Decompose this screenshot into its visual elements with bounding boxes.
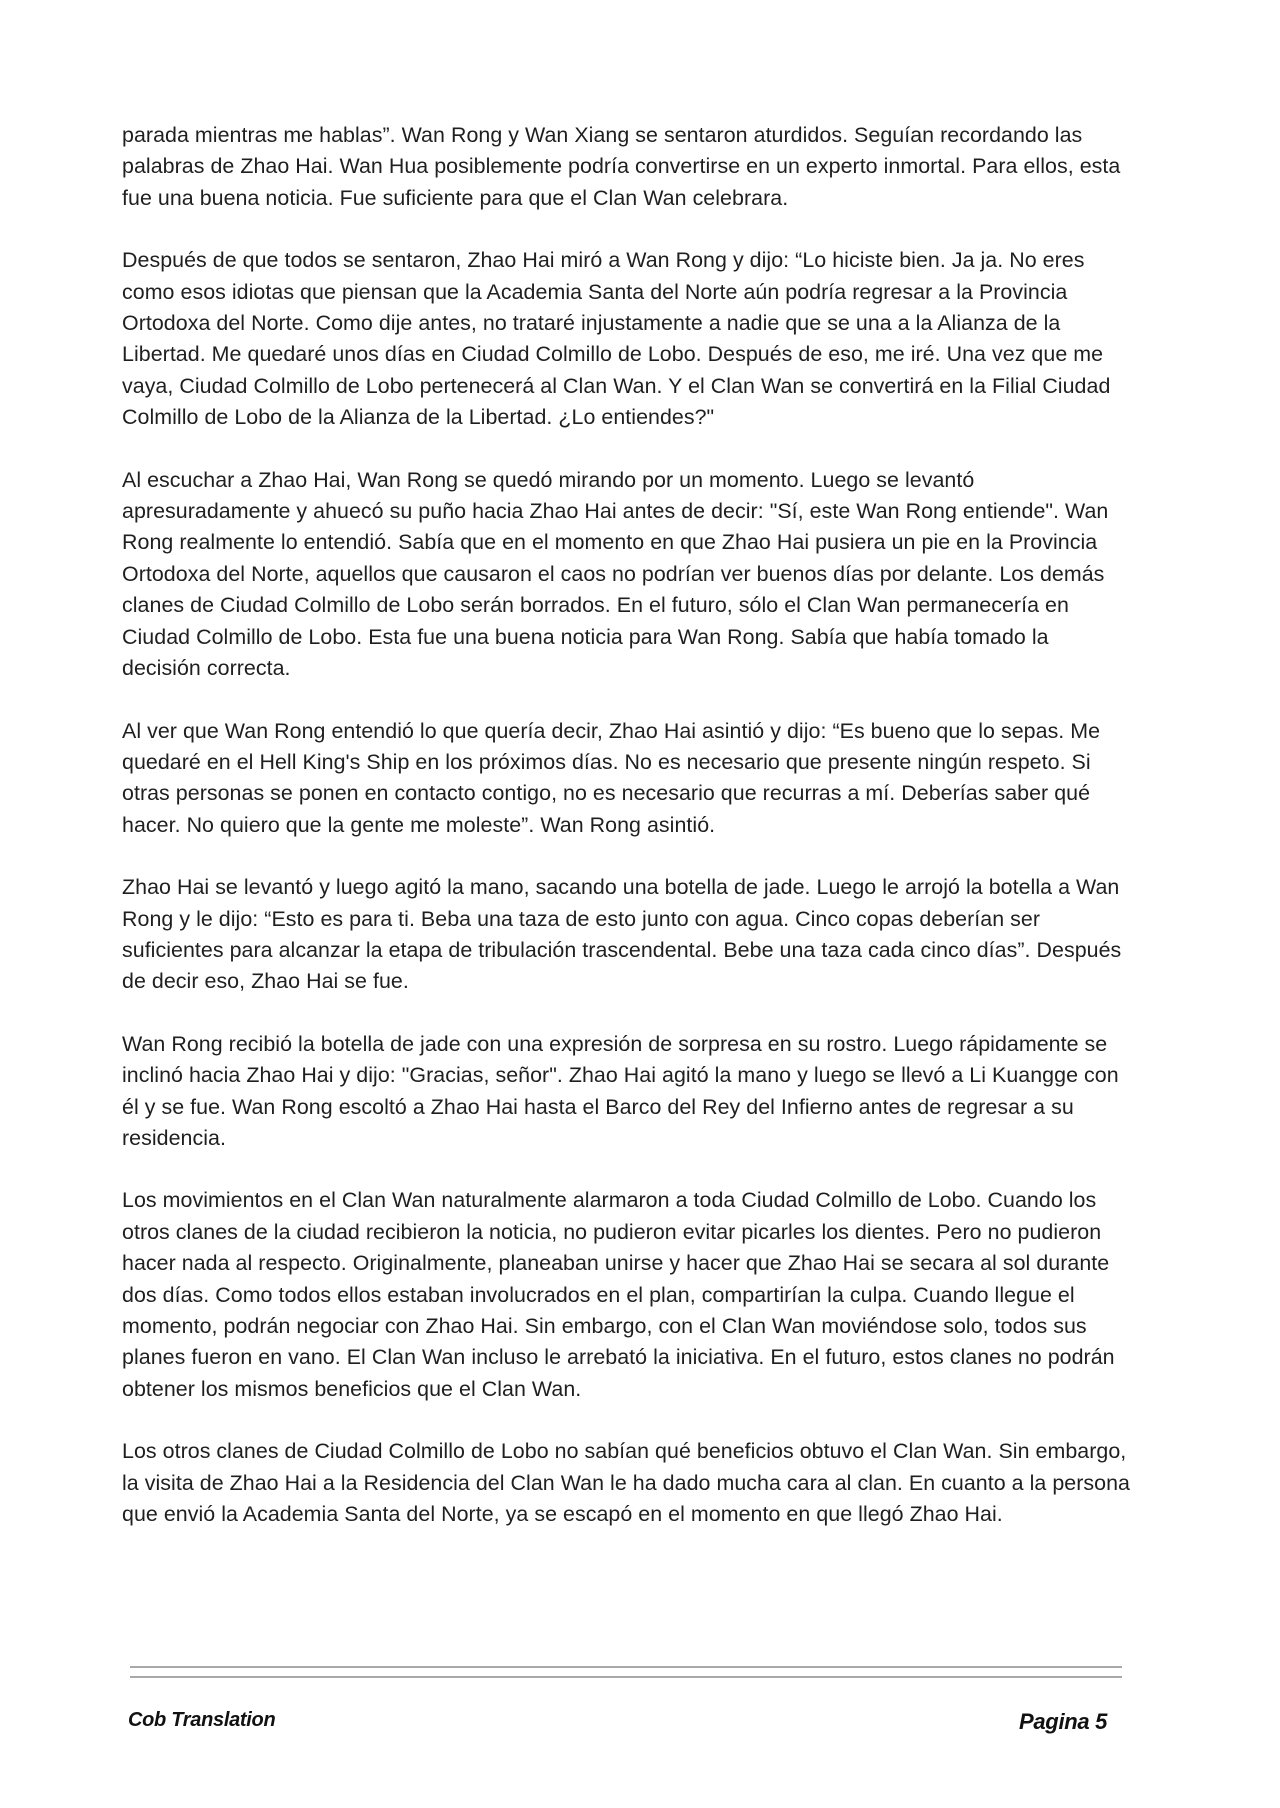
paragraph: Los otros clanes de Ciudad Colmillo de Lobo no sabían qué beneficios obtuvo el Clan Wan. Sin embargo, la visita de Zhao Hai a la Residencia del Clan Wan le ha dado mucha cara al clan. En cuanto a la persona que envió la Academia Santa del Norte, ya se escapó en el momento en que llegó Zhao Hai. [122,1439,1130,1527]
footer-page-number: Pagina 5 [1019,1709,1108,1734]
paragraph: Después de que todos se sentaron, Zhao Hai miró a Wan Rong y dijo: “Lo hiciste bien. Ja ja. No eres como esos idiotas que piensan que la Academia Santa del Norte aún podría regresar a la Provincia Ortodoxa del Norte. Como dije antes, no trataré injustamente a nadie que se una a la Alianza de la Libertad. Me quedaré unos días en Ciudad Colmillo de Lobo. Después de eso, me iré. Una vez que me vaya, Ciudad Colmillo de Lobo pertenecerá al Clan Wan. Y el Clan Wan se convertirá en la Filial Ciudad Colmillo de Lobo de la Alianza de la Libertad. ¿Lo entiendes?" [122,248,1111,430]
paragraph: Al ver que Wan Rong entendió lo que quería decir, Zhao Hai asintió y dijo: “Es bueno que lo sepas. Me quedaré en el Hell King's Ship en los próximos días. No es necesario que presente ningún respeto. Si otras personas se ponen en contacto contigo, no es necesario que recurras a mí. Deberías saber qué hacer. No quiero que la gente me moleste”. Wan Rong asintió. [122,718,1101,837]
paragraph: parada mientras me hablas”. Wan Rong y Wan Xiang se sentaron aturdidos. Seguían recordando las palabras de Zhao Hai. Wan Hua posiblemente podría convertirse en un experto inmortal. Para ellos, esta fue una buena noticia. Fue suficiente para que el Clan Wan celebrara. [122,123,1121,210]
footer-divider-bottom [130,1676,1122,1678]
footer-translator-credit: Cob Translation [128,1709,276,1731]
paragraph: Wan Rong recibió la botella de jade con una expresión de sorpresa en su rostro. Luego rápidamente se inclinó hacia Zhao Hai y dijo: "Gracias, señor". Zhao Hai agitó la mano y luego se llevó a Li Kuangge con él y se fue. Wan Rong escoltó a Zhao Hai hasta el Barco del Rey del Infierno antes de regresar a su residencia. [122,1031,1119,1150]
paragraph: Zhao Hai se levantó y luego agitó la mano, sacando una botella de jade. Luego le arrojó la botella a Wan Rong y le dijo: “Esto es para ti. Beba una taza de esto junto con agua. Cinco copas deberían ser suficientes para alcanzar la etapa de tribulación trascendental. Bebe una taza cada cinco días”. Después de decir eso, Zhao Hai se fue. [122,875,1122,994]
footer-divider-top [130,1666,1122,1668]
body-text [122,120,1132,1561]
paragraph: Los movimientos en el Clan Wan naturalmente alarmaron a toda Ciudad Colmillo de Lobo. Cuando los otros clanes de la ciudad recibieron la noticia, no pudieron evitar picarles los dientes. Pero no pudieron hacer nada al respecto. Originalmente, planeaban unirse y hacer que Zhao Hai se secara al sol durante dos días. Como todos ellos estaban involucrados en el plan, compartirían la culpa. Cuando llegue el momento, podrán negociar con Zhao Hai. Sin embargo, con el Clan Wan moviéndose solo, todos sus planes fueron en vano. El Clan Wan incluso le arrebató la iniciativa. En el futuro, estos clanes no podrán obtener los mismos beneficios que el Clan Wan. [122,1188,1115,1401]
paragraph: Al escuchar a Zhao Hai, Wan Rong se quedó mirando por un momento. Luego se levantó apresuradamente y ahuecó su puño hacia Zhao Hai antes de decir: "Sí, este Wan Rong entiende". Wan Rong realmente lo entendió. Sabía que en el momento en que Zhao Hai pusiera un pie en la Provincia Ortodoxa del Norte, aquellos que causaron el caos no podrían ver buenos días por delante. Los demás clanes de Ciudad Colmillo de Lobo serán borrados. En el futuro, sólo el Clan Wan permanecería en Ciudad Colmillo de Lobo. Esta fue una buena noticia para Wan Rong. Sabía que había tomado la decisión correcta. [122,467,1109,681]
